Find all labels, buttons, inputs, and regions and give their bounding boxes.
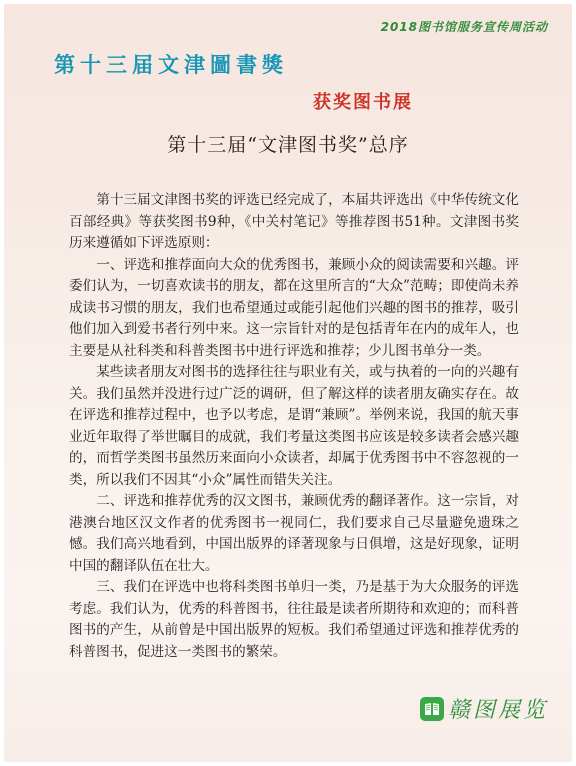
book-icon xyxy=(420,697,444,721)
poster xyxy=(4,4,572,762)
paragraph: 二、评选和推荐优秀的汉文图书，兼顾优秀的翻译著作。这一宗旨，对港澳台地区汉文作者的优秀图书一视同仁，我们要求自己尽量避免遗珠之憾。我们高兴地看到，中国出版界的译著现象与日俱增，这是好现象，证明中国的翻译队伍在壮大。 xyxy=(69,493,519,574)
logo xyxy=(420,693,548,724)
article-body xyxy=(69,190,519,663)
paragraph: 某些读者朋友对图书的选择往往与职业有关，或与执着的一向的兴趣有关。我们虽然并没进行过广泛的调研，但了解这样的读者朋友确实存在。故在评选和推荐过程中，也予以考虑，是谓“兼顾”。举例来说，我国的航天事业近年取得了举世瞩目的成就，我们考量这类图书应该是较多读者会感兴趣的，而哲学类图书虽然历来面向小众读者，却属于优秀图书中不容忽视的一类，所以我们不因其“小众”属性而错失关注。 xyxy=(69,364,519,488)
event-line: 2018图书馆服务宣传周活动 xyxy=(380,20,548,34)
logo-text: 赣图展览 xyxy=(447,698,548,723)
paragraph: 一、评选和推荐面向大众的优秀图书，兼顾小众的阅读需要和兴趣。评委们认为，一切喜欢读书的朋友，都在这里所言的“大众”范畴；即使尚未养成读书习惯的朋友，我们也希望通过或能引起他们兴趣的图书的推荐，吸引他们加入到爱书者行列中来。这一宗旨针对的是包括青年在内的成年人，也主要是从社科类和科普类图书中进行评选和推荐；少儿图书单分一类。 xyxy=(69,256,519,359)
award-title: 第十三届文津圖書獎 xyxy=(54,52,288,77)
article-title: 第十三届“文津图书奖”总序 xyxy=(167,134,409,156)
paragraph: 第十三届文津图书奖的评选已经完成了，本届共评选出《中华传统文化百部经典》等获奖图书9种，《中关村笔记》等推荐图书51种。文津图书奖历来遵循如下评选原则： xyxy=(69,192,519,251)
paragraph: 三、我们在评选中也将科类图书单归一类，乃是基于为大众服务的评选考虑。我们认为，优秀的科普图书，往往最是读者所期待和欢迎的；而科普图书的产生，从前曾是中国出版界的短板。我们希望通过评选和推荐优秀的科普图书，促进这一类图书的繁荣。 xyxy=(69,579,519,660)
exhibition-title: 获奖图书展 xyxy=(313,92,413,113)
